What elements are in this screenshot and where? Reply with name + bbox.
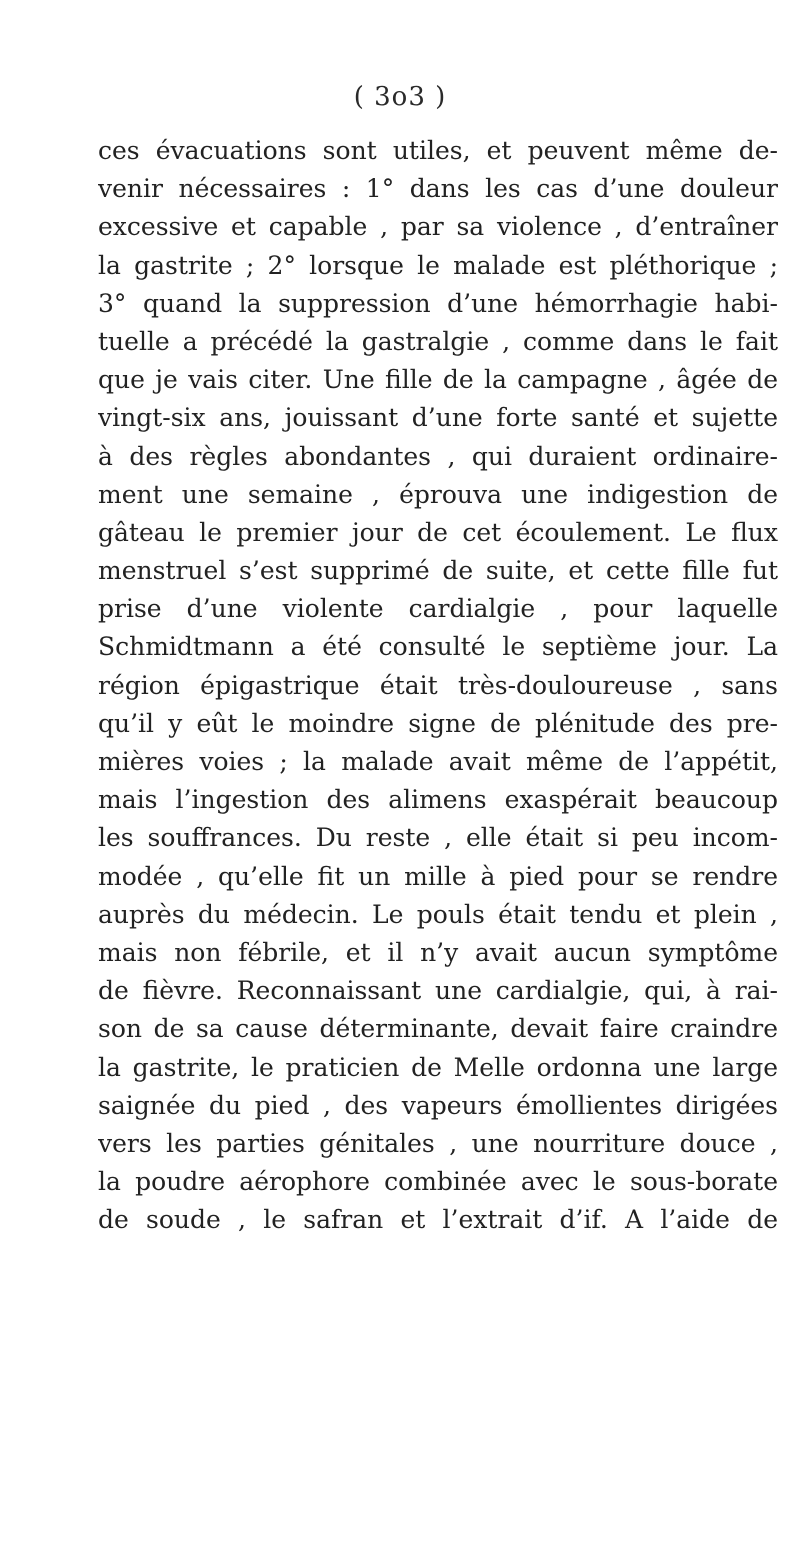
text-line: vingt-six ans, jouissant d’une forte santé et sujette xyxy=(98,403,778,433)
text-line: 3° quand la suppression d’une hémorrhagie habi- xyxy=(98,288,778,318)
text-line: Schmidtmann a été consulté le septième jour. La xyxy=(98,632,778,662)
text-line: à des règles abondantes , qui duraient ordinaire- xyxy=(98,441,778,471)
text-line: la poudre aérophore combinée avec le sous-borate xyxy=(98,1167,778,1197)
text-line: son de sa cause déterminante, devait faire craindre xyxy=(98,1014,778,1044)
text-line: gâteau le premier jour de cet écoulement. Le flux xyxy=(98,517,778,547)
text-line: que je vais citer. Une fille de la campagne , âgée de xyxy=(98,365,778,395)
text-line: mières voies ; la malade avait même de l’appétit, xyxy=(98,747,778,776)
text-line: tuelle a précédé la gastralgie , comme dans le fait xyxy=(98,326,778,356)
text-line: modée , qu’elle fit un mille à pied pour se rendre xyxy=(98,861,778,891)
text-line: menstruel s’est supprimé de suite, et cette fille fut xyxy=(98,556,778,586)
text-line: saignée du pied , des vapeurs émollientes dirigées xyxy=(98,1090,778,1120)
text-line: auprès du médecin. Le pouls était tendu et plein , xyxy=(98,899,778,929)
text-line: les souffrances. Du reste , elle était si peu incom- xyxy=(98,823,778,853)
text-line: mais l’ingestion des alimens exaspérait beaucoup xyxy=(98,785,778,815)
text-line: ces évacuations sont utiles, et peuvent même de- xyxy=(98,136,778,165)
text-line: de fièvre. Reconnaissant une cardialgie, qui, à rai- xyxy=(98,976,778,1006)
body-text xyxy=(98,132,778,1239)
text-line: la gastrite ; 2° lorsque le malade est pléthorique ; xyxy=(98,250,778,280)
text-line: prise d’une violente cardialgie , pour laquelle xyxy=(98,594,778,624)
text-line: qu’il y eût le moindre signe de plénitude des pre- xyxy=(98,708,778,738)
text-line: région épigastrique était très-douloureuse , sans xyxy=(98,670,778,700)
text-line: mais non fébrile, et il n’y avait aucun symptôme xyxy=(98,937,778,967)
text-line: excessive et capable , par sa violence , d’entraîner xyxy=(98,212,778,242)
page-number-header: ( 3o3 ) xyxy=(353,82,447,112)
text-line: de soude , le safran et l’extrait d’if. A l’aide de xyxy=(98,1205,778,1235)
text-line: venir nécessaires : 1° dans les cas d’une douleur xyxy=(98,174,778,204)
text-line: la gastrite, le praticien de Melle ordonna une large xyxy=(98,1052,778,1082)
text-line: ment une semaine , éprouva une indigestion de xyxy=(98,479,778,509)
text-line: vers les parties génitales , une nourriture douce , xyxy=(98,1128,778,1158)
